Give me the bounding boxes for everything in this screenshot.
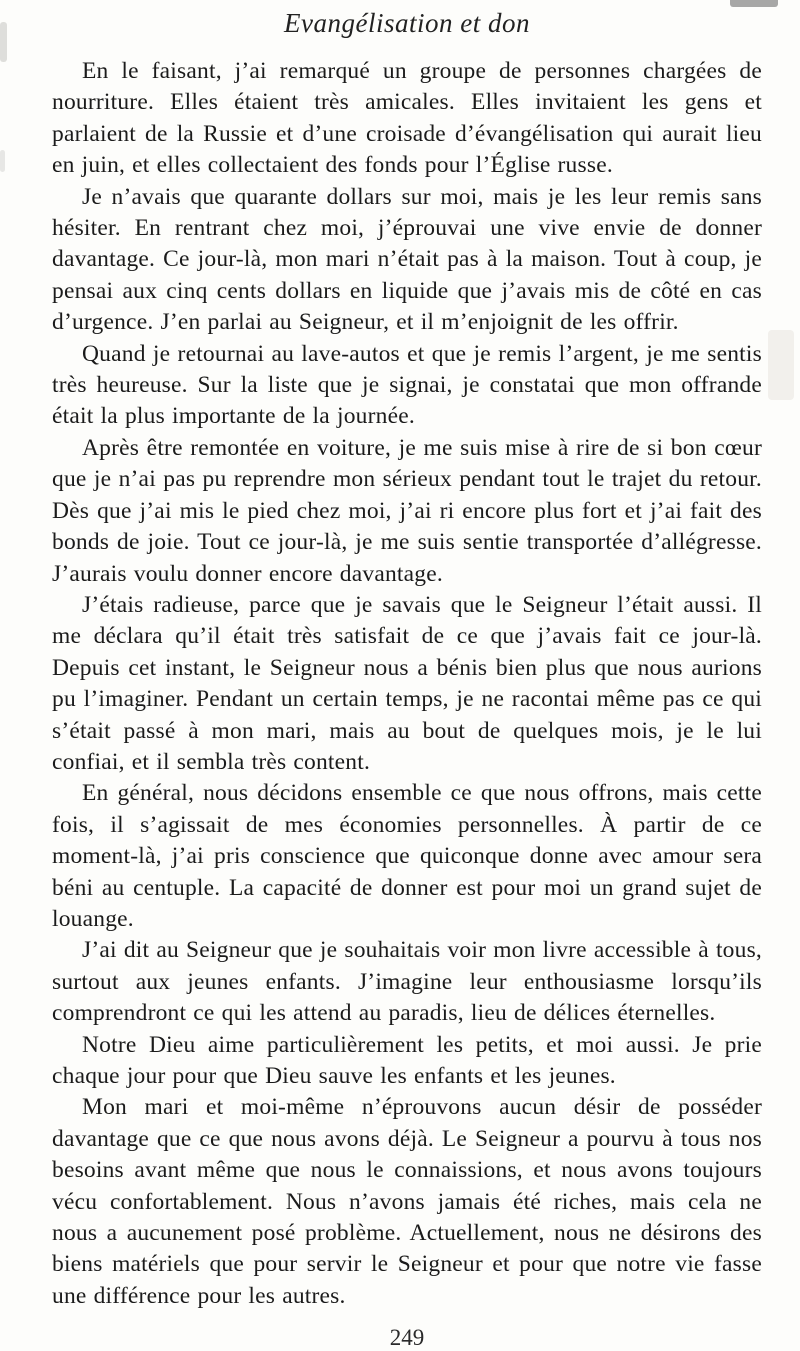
paragraph: En le faisant, j’ai remarqué un groupe de personnes chargées de nourriture. Elles étaient très amicales. Elles invitaient les gens et parlaient de la Russie et d’une croisade d’évangélisation qui aurait lieu en juin, et elles collectaient des fonds pour l’Église russe.	[52, 58, 762, 179]
body-text	[52, 56, 762, 1312]
scan-artifact-smudge	[0, 22, 7, 62]
paragraph: J’ai dit au Seigneur que je souhaitais voir mon livre accessible à tous, surtout aux jeunes enfants. J’imagine leur enthousiasme lorsqu’ils comprendront ce qui les attend au paradis, lieu de délices éternelles.	[52, 937, 762, 1027]
paragraph: J’étais radieuse, parce que je savais que le Seigneur l’était aussi. Il me déclara qu’il était très satisfait de ce que j’avais fait ce jour-là. Depuis cet instant, le Seigneur nous a bénis bien plus que nous aurions pu l’imaginer. Pendant un certain temps, je ne racontai même pas ce qui s’était passé à mon mari, mais au bout de quelques mois, je le lui confiai, et il sembla très content.	[52, 591, 762, 775]
paragraph: Je n’avais que quarante dollars sur moi, mais je les leur remis sans hésiter. En rentrant chez moi, j’éprouvai une vive envie de donner davantage. Ce jour-là, mon mari n’était pas à la maison. Tout à coup, je pensai aux cinq cents dollars en liquide que j’avais mis de côté en cas d’urgence. J’en parlai au Seigneur, et il m’enjoignit de les offrir.	[52, 183, 762, 336]
paragraph: Notre Dieu aime particulièrement les petits, et moi aussi. Je prie chaque jour pour que Dieu sauve les enfants et les jeunes.	[52, 1031, 762, 1089]
scan-artifact-smudge	[0, 150, 5, 172]
paragraph: Mon mari et moi-même n’éprouvons aucun désir de posséder davantage que ce que nous avons déjà. Le Seigneur a pourvu à tous nos besoins avant même que nous le connaissions, et nous avons toujours vécu confortablement. Nous n’avons jamais été riches, mais cela ne nous a aucunement posé problème. Actuellement, nous ne désirons des biens matériels que pour servir le Seigneur et pour que notre vie fasse une différence pour les autres.	[52, 1094, 762, 1309]
page-number: 249	[389, 1325, 425, 1351]
scan-artifact-ghost	[768, 330, 794, 400]
paragraph: Quand je retournai au lave-autos et que je remis l’argent, je me sentis très heureuse. Sur la liste que je signai, je constatai que mon offrande était la plus importante de la journée.	[52, 340, 762, 430]
paragraph: En général, nous décidons ensemble ce que nous offrons, mais cette fois, il s’agissait de mes économies personnelles. À partir de ce moment-là, j’ai pris conscience que quiconque donne avec amour sera béni au centuple. La capacité de donner est pour moi un grand sujet de louange.	[52, 780, 762, 932]
running-header: Evangélisation et don	[284, 8, 530, 38]
scan-artifact-corner	[730, 0, 778, 7]
paragraph: Après être remontée en voiture, je me suis mise à rire de si bon cœur que je n’ai pas pu reprendre mon sérieux pendant tout le trajet du retour. Dès que j’ai mis le pied chez moi, j’ai ri encore plus fort et j’ai fait des bonds de joie. Tout ce jour-là, je me suis sentie transportée d’allégresse. J’aurais voulu donner encore davantage.	[52, 434, 762, 587]
